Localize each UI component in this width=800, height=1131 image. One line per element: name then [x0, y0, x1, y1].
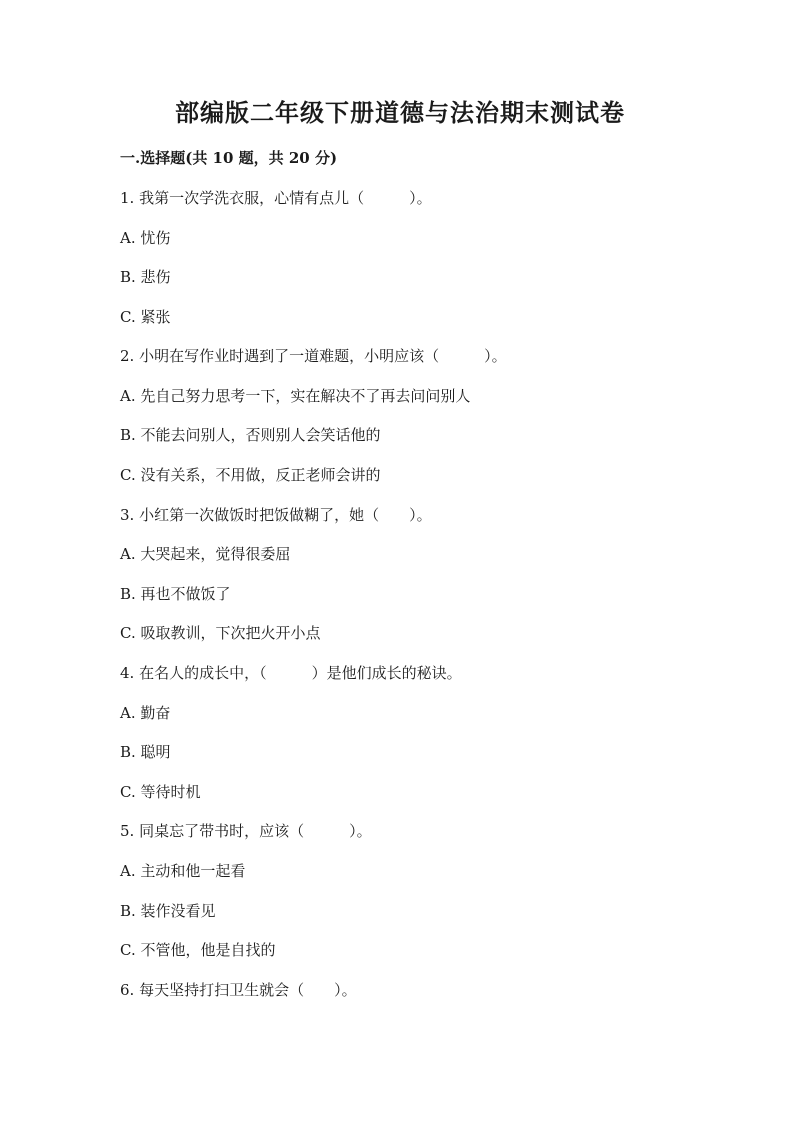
answer-option: B. 再也不做饭了	[120, 585, 231, 603]
question-stem: 2. 小明在写作业时遇到了一道难题，小明应该（ ）。	[120, 347, 507, 365]
answer-option: C. 没有关系，不用做，反正老师会讲的	[120, 466, 381, 484]
question-stem: 5. 同桌忘了带书时，应该（ ）。	[120, 822, 372, 840]
answer-option: B. 聪明	[120, 743, 171, 761]
question-stem: 6. 每天坚持打扫卫生就会（ ）。	[120, 981, 357, 999]
answer-option: A. 先自己努力思考一下，实在解决不了再去问问别人	[120, 387, 471, 405]
answer-option: A. 大哭起来，觉得很委屈	[120, 545, 291, 563]
answer-option: B. 悲伤	[120, 268, 171, 286]
answer-option: A. 勤奋	[120, 704, 171, 722]
answer-option: C. 紧张	[120, 308, 171, 326]
answer-option: B. 不能去问别人，否则别人会笑话他的	[120, 426, 381, 444]
answer-option: A. 忧伤	[120, 229, 171, 247]
question-stem: 4. 在名人的成长中，（ ）是他们成长的秘诀。	[120, 664, 462, 682]
answer-option: C. 吸取教训，下次把火开小点	[120, 624, 321, 642]
answer-option: C. 等待时机	[120, 783, 201, 801]
answer-option: B. 装作没看见	[120, 902, 216, 920]
answer-option: A. 主动和他一起看	[120, 862, 246, 880]
question-stem: 1. 我第一次学洗衣服，心情有点儿（ ）。	[120, 189, 432, 207]
question-stem: 3. 小红第一次做饭时把饭做糊了，她（ ）。	[120, 506, 432, 524]
exam-title: 部编版二年级下册道德与法治期末测试卷	[175, 98, 625, 127]
answer-option: C. 不管他，他是自找的	[120, 941, 276, 959]
section-heading: 一.选择题(共 10 题，共 20 分)	[120, 149, 338, 167]
